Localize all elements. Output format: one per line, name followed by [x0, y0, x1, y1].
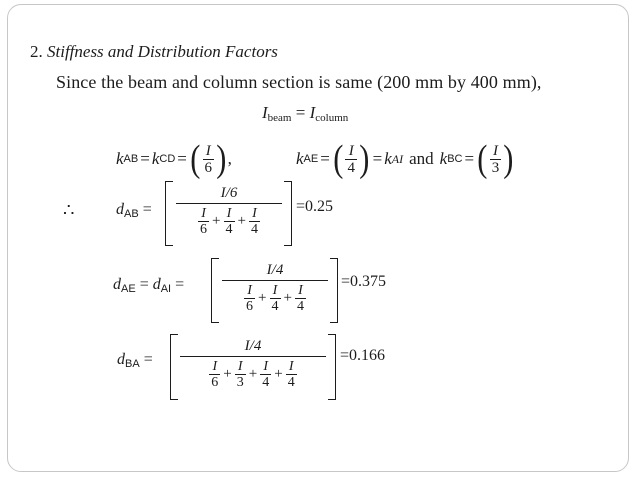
denominator: 4 [250, 222, 258, 237]
plus-sign: + [274, 366, 283, 382]
equals-sign: = [340, 347, 350, 364]
denominator: 4 [262, 375, 270, 390]
equals-sign: = [140, 149, 150, 168]
plus-sign: + [248, 366, 258, 382]
numerator: I [272, 283, 278, 298]
comma: , [227, 149, 232, 168]
term-i-over-4 [295, 283, 306, 314]
d-ae-denominator [243, 283, 307, 314]
equals-sign: = [143, 351, 153, 368]
d-ba-result [340, 347, 385, 365]
and-word: and [409, 149, 434, 168]
i-column-subscript: column [315, 112, 349, 124]
term-i-over-4 [224, 206, 235, 237]
right-bracket [284, 181, 292, 246]
left-paren: ( [477, 138, 488, 180]
left-bracket [170, 334, 178, 400]
k-bc-subscript: BC [447, 153, 463, 165]
term-i-over-3 [235, 359, 246, 390]
denominator: 6 [200, 222, 208, 237]
term-i-over-4 [249, 206, 260, 237]
term-i-over-6 [244, 283, 255, 314]
equals-sign: = [464, 149, 475, 168]
stiffness-kae-kai-kbc [296, 140, 515, 178]
numerator: I [247, 283, 252, 298]
equals-sign: = [177, 149, 187, 168]
equals-sign: = [372, 149, 383, 168]
moment-of-inertia-equality [262, 103, 348, 124]
numerator: I [226, 206, 232, 221]
equals-sign: = [295, 103, 306, 122]
d-ae-numerator: I/4 [266, 262, 284, 278]
d-ab-label [116, 201, 152, 220]
d-ab-subscript: AB [124, 208, 139, 220]
d-ab-numerator: I/6 [220, 185, 238, 201]
k-cd-subscript: CD [159, 153, 176, 165]
numerator: I [263, 359, 269, 374]
plus-sign: + [258, 290, 267, 306]
d-ai-subscript: AI [160, 283, 172, 295]
equals-sign: = [341, 273, 351, 290]
equals-sign: = [296, 198, 306, 215]
d-ab-value: 0.25 [305, 198, 334, 215]
section-number: 2. [30, 42, 43, 61]
equals-sign: = [320, 149, 330, 168]
k-bc-symbol: k [439, 149, 448, 168]
right-bracket [328, 334, 336, 400]
equals-sign: = [175, 276, 185, 293]
numerator: I [288, 359, 294, 374]
numerator: I [237, 359, 243, 374]
term-i-over-6 [198, 206, 209, 237]
k-cd-symbol: k [151, 149, 160, 168]
numerator: I [201, 206, 206, 221]
section-heading [30, 42, 278, 62]
denominator: 3 [236, 375, 244, 390]
d-ae-value: 0.375 [350, 273, 387, 290]
k-ai-subscript: AI [391, 151, 404, 166]
denominator: 4 [271, 299, 279, 314]
d-ba-subscript: BA [125, 358, 140, 370]
k-ab-subscript: AB [123, 153, 139, 165]
term-i-over-4 [270, 283, 281, 314]
numerator: I [205, 142, 211, 159]
denominator: 6 [211, 375, 219, 390]
fraction-i-over-4 [345, 143, 357, 176]
fraction-bar [222, 280, 328, 281]
plus-sign: + [212, 213, 221, 229]
d-ae-label [113, 276, 184, 295]
right-paren: ) [503, 138, 514, 180]
denominator: 4 [225, 222, 233, 237]
plus-sign: + [283, 290, 292, 306]
d-ab-denominator [197, 206, 261, 237]
denominator: 3 [491, 159, 500, 176]
d-ab-fraction [176, 184, 282, 237]
denominator: 6 [204, 159, 213, 176]
left-paren: ( [333, 138, 344, 180]
numerator: I [492, 142, 498, 159]
k-ai-symbol: k [384, 149, 392, 168]
numerator: I [252, 206, 257, 221]
fraction-i-over-6 [203, 143, 215, 176]
equals-sign: = [142, 201, 152, 218]
d-ba-fraction [180, 337, 326, 390]
i-beam-symbol: I [262, 103, 268, 122]
d-symbol: d [152, 276, 161, 293]
therefore-symbol: ∴ [63, 200, 75, 220]
left-bracket [165, 181, 173, 246]
plus-sign: + [223, 366, 232, 382]
right-bracket [330, 258, 338, 323]
term-i-over-6 [209, 359, 220, 390]
numerator: I [212, 359, 218, 374]
d-ae-fraction [222, 261, 328, 314]
term-i-over-4 [286, 359, 297, 390]
k-ae-symbol: k [296, 149, 304, 168]
intro-sentence: Since the beam and column section is same (200 mm by 400 mm), [56, 72, 542, 92]
k-ae-subscript: AE [303, 153, 319, 165]
d-ae-subscript: AE [121, 283, 136, 295]
left-paren: ( [190, 138, 201, 180]
term-i-over-4 [260, 359, 271, 390]
fraction-bar [180, 356, 326, 357]
d-ab-result [296, 198, 333, 216]
d-ba-numerator: I/4 [244, 338, 262, 354]
d-ba-value: 0.166 [349, 347, 386, 364]
i-column-symbol: I [309, 103, 316, 122]
d-symbol: d [113, 276, 121, 293]
denominator: 4 [287, 375, 295, 390]
plus-sign: + [237, 213, 246, 229]
d-ba-label [117, 351, 153, 370]
d-symbol: d [116, 201, 124, 218]
section-title: Stiffness and Distribution Factors [47, 42, 278, 61]
equals-sign: = [139, 276, 149, 293]
denominator: 4 [296, 299, 304, 314]
left-bracket [211, 258, 219, 323]
k-ab-symbol: k [116, 149, 124, 168]
fraction-bar [176, 203, 282, 204]
right-paren: ) [216, 138, 227, 180]
d-ba-denominator [208, 359, 297, 390]
numerator: I [348, 142, 354, 159]
fraction-i-over-3 [490, 143, 502, 176]
i-beam-subscript: beam [267, 112, 292, 124]
d-symbol: d [117, 351, 125, 368]
right-paren: ) [359, 138, 370, 180]
stiffness-kab-kcd [116, 140, 232, 178]
denominator: 6 [246, 299, 254, 314]
d-ae-result [341, 273, 386, 291]
numerator: I [298, 283, 303, 298]
denominator: 4 [347, 159, 355, 176]
